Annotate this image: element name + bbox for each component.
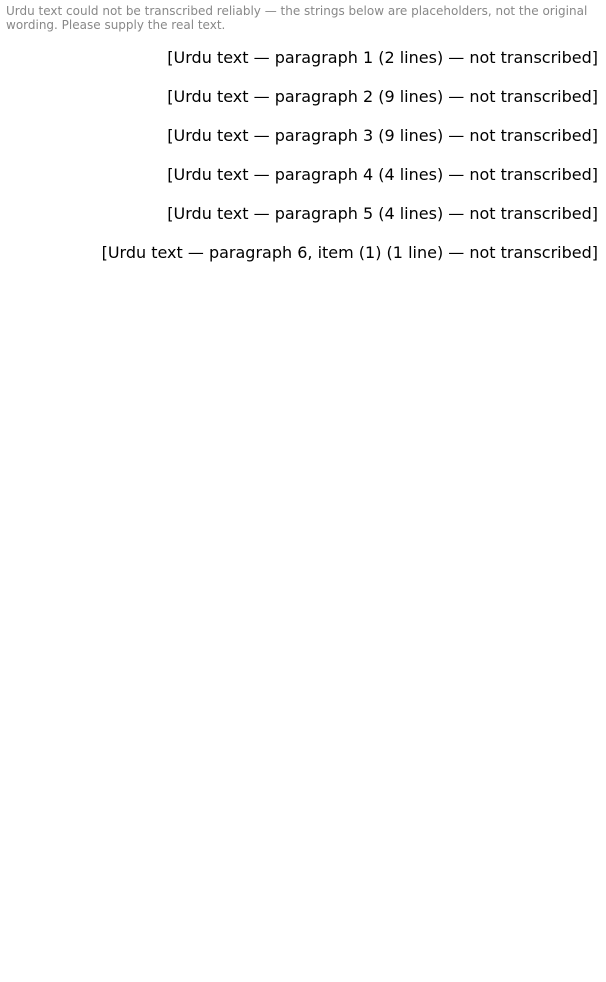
paragraph-5: [Urdu text — paragraph 5 (4 lines) — not transcribed] [167, 204, 598, 223]
paragraph-6-list-item: [Urdu text — paragraph 6, item (1) (1 line) — not transcribed] [101, 243, 598, 262]
transcription-notice: Urdu text could not be transcribed reliably — the strings below are placeholders, not the original wording. Please supply the real text. [6, 4, 588, 32]
paragraph-2: [Urdu text — paragraph 2 (9 lines) — not transcribed] [167, 87, 598, 106]
paragraph-4: [Urdu text — paragraph 4 (4 lines) — not transcribed] [167, 165, 598, 184]
paragraph-3: [Urdu text — paragraph 3 (9 lines) — not transcribed] [167, 126, 598, 145]
paragraph-1: [Urdu text — paragraph 1 (2 lines) — not transcribed] [167, 48, 598, 67]
